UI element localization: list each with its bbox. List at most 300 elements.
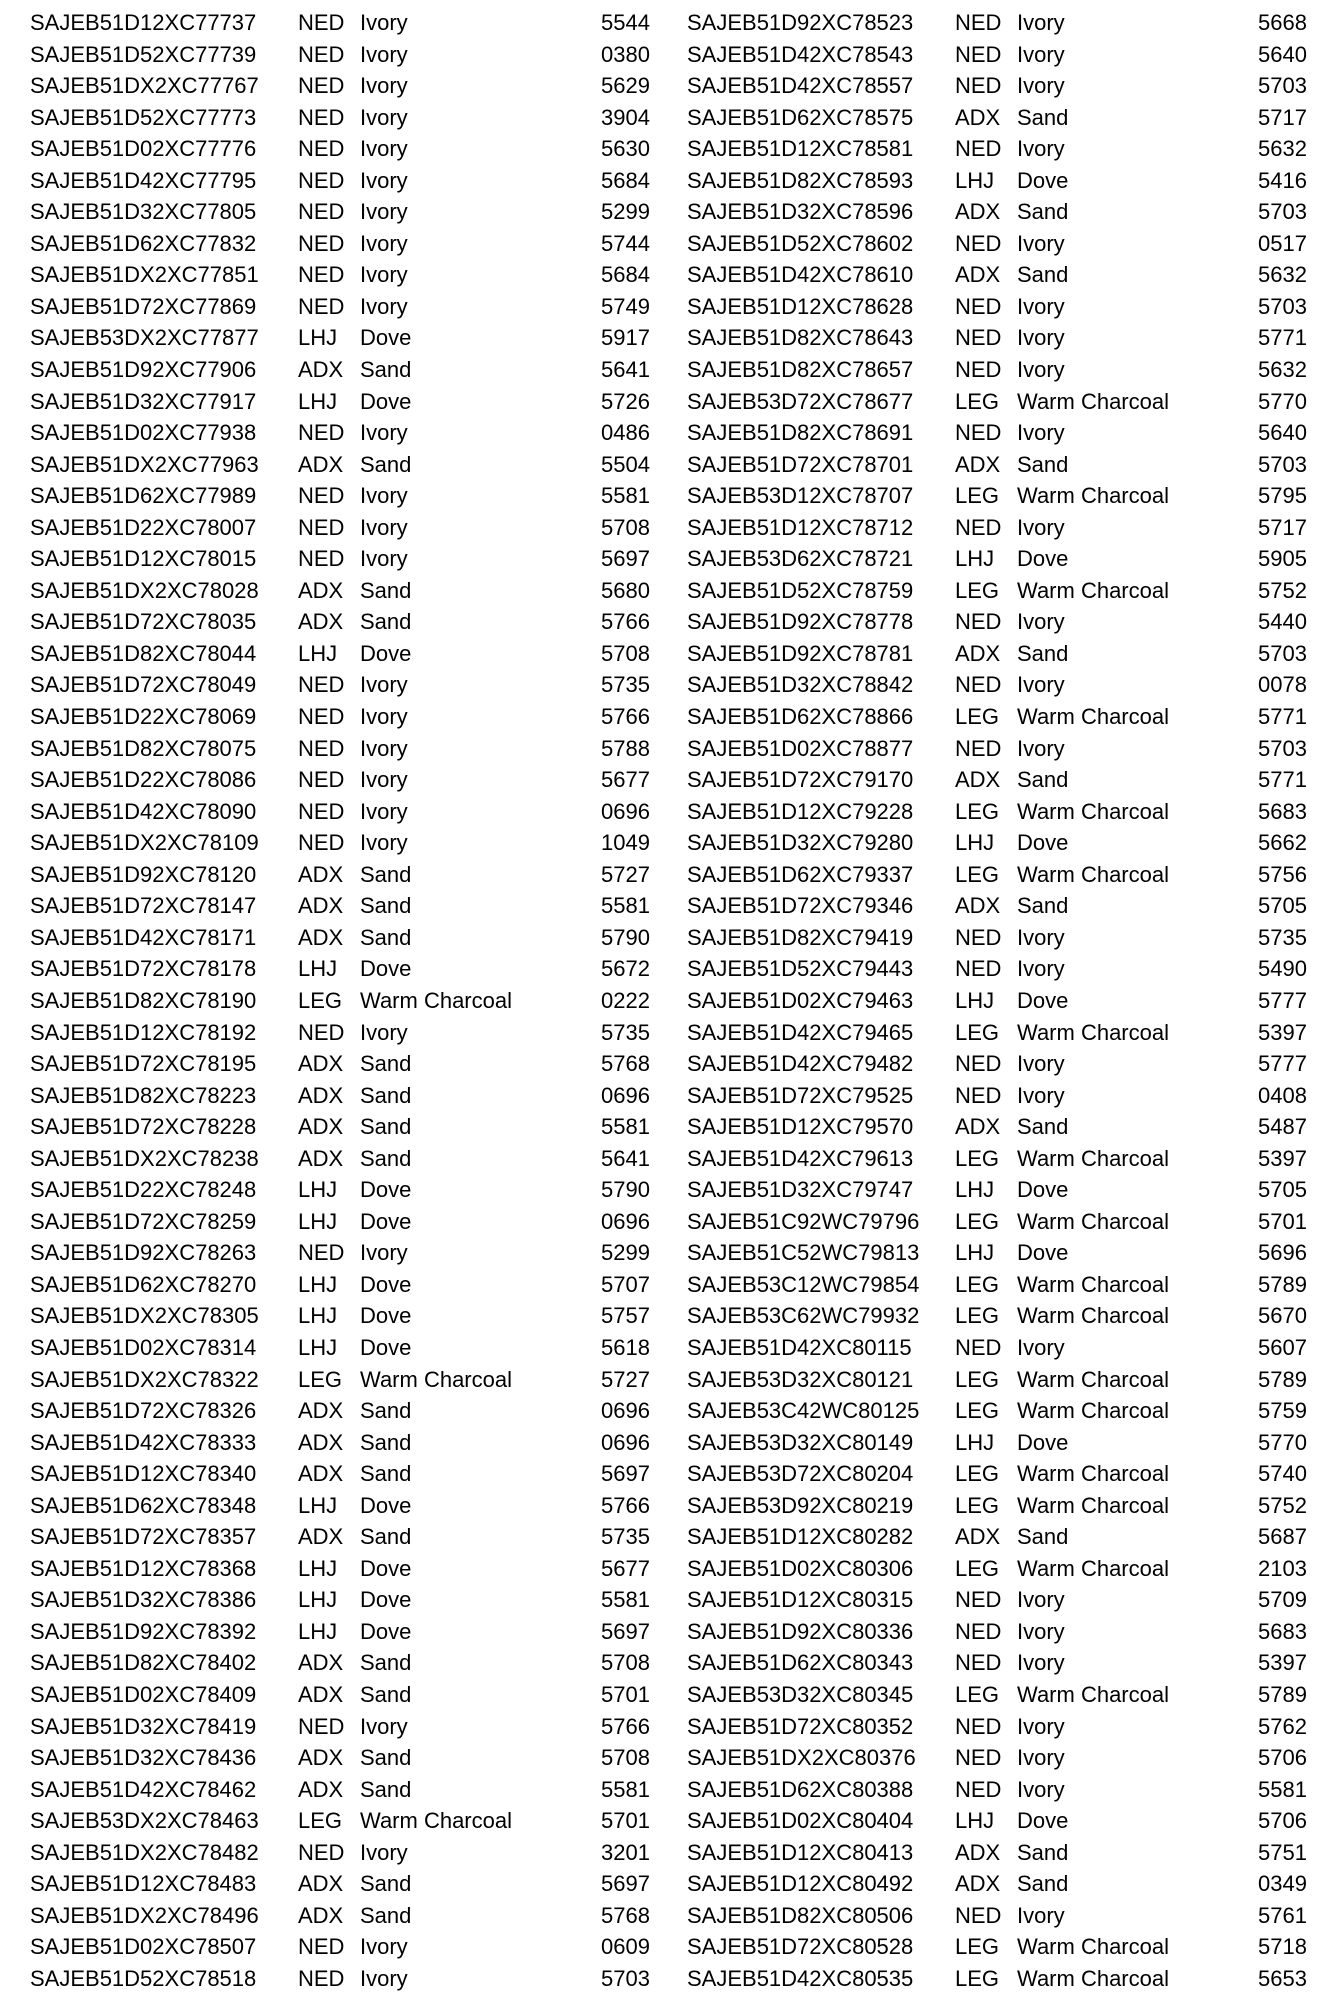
vin-text: SAJEB51D12XC78368	[30, 1555, 257, 1581]
number-value: 5771	[1258, 767, 1307, 793]
trim-code: ADX	[298, 1902, 344, 1928]
list-item	[30, 1616, 650, 1648]
trim-code: ADX	[298, 1145, 344, 1171]
list-item	[30, 449, 650, 481]
color-name: Warm Charcoal	[1017, 861, 1169, 887]
trim-code: ADX	[955, 1839, 1001, 1865]
vin-text: SAJEB51D12XC78483	[30, 1871, 257, 1897]
number-value: 5740	[1258, 1461, 1307, 1487]
number-value: 5766	[601, 609, 650, 635]
vin-text: SAJEB51D42XC78171	[30, 924, 257, 950]
color-name: Warm Charcoal	[1017, 1965, 1169, 1991]
list-item	[30, 165, 650, 197]
vin-text: SAJEB51C92WC79796	[687, 1208, 920, 1234]
list-item	[687, 764, 1307, 796]
color-name: Ivory	[1017, 1587, 1065, 1613]
color-name: Ivory	[360, 767, 408, 793]
list-item	[687, 985, 1307, 1017]
trim-code: NED	[955, 10, 1002, 35]
list-item	[30, 7, 650, 39]
list-item	[687, 449, 1307, 481]
trim-code: NED	[955, 325, 1002, 351]
trim-code: NED	[955, 1776, 1002, 1802]
color-name: Sand	[360, 1145, 412, 1171]
vin-text: SAJEB51D92XC78263	[30, 1240, 257, 1266]
number-value: 5618	[601, 1334, 650, 1360]
number-value: 5299	[601, 199, 650, 225]
color-name: Dove	[360, 388, 412, 414]
number-value: 5544	[601, 10, 650, 35]
list-item	[30, 1742, 650, 1774]
list-item	[687, 733, 1307, 765]
color-name: Sand	[360, 609, 412, 635]
list-item	[687, 512, 1307, 544]
vin-text: SAJEB51D42XC78462	[30, 1776, 257, 1802]
list-item	[687, 827, 1307, 859]
trim-code: ADX	[955, 1524, 1001, 1550]
list-item	[30, 1237, 650, 1269]
number-value: 5504	[601, 451, 650, 477]
vin-text: SAJEB51D62XC77832	[30, 230, 257, 256]
number-value: 5766	[601, 1492, 650, 1518]
vin-text: SAJEB51DX2XC80376	[687, 1745, 916, 1771]
trim-code: ADX	[955, 1871, 1001, 1897]
color-name: Ivory	[360, 199, 408, 225]
vin-text: SAJEB51D02XC77938	[30, 420, 257, 446]
color-name: Ivory	[1017, 1618, 1065, 1644]
list-item	[687, 7, 1307, 39]
number-value: 5697	[601, 1871, 650, 1897]
color-name: Dove	[1017, 546, 1069, 572]
number-value: 0222	[601, 987, 650, 1013]
list-item	[30, 1805, 650, 1837]
list-item	[687, 1805, 1307, 1837]
color-name: Ivory	[1017, 357, 1065, 383]
color-name: Dove	[360, 325, 412, 351]
trim-code: LHJ	[298, 1555, 338, 1581]
trim-code: ADX	[955, 1114, 1001, 1140]
number-value: 5717	[1258, 104, 1307, 130]
list-item	[30, 1900, 650, 1932]
number-value: 5697	[601, 1461, 650, 1487]
vin-text: SAJEB51D02XC80404	[687, 1808, 914, 1834]
color-name: Ivory	[360, 1839, 408, 1865]
trim-code: NED	[955, 1051, 1002, 1077]
vin-text: SAJEB51D62XC80343	[687, 1650, 914, 1676]
number-value: 5705	[1258, 893, 1307, 919]
vin-text: SAJEB51D72XC78049	[30, 672, 257, 698]
vin-text: SAJEB51D32XC79280	[687, 830, 914, 856]
color-name: Sand	[360, 1745, 412, 1771]
number-value: 5756	[1258, 861, 1307, 887]
color-name: Ivory	[1017, 924, 1065, 950]
list-item	[30, 354, 650, 386]
number-value: 5727	[601, 1366, 650, 1392]
trim-code: NED	[298, 672, 345, 698]
list-item	[687, 922, 1307, 954]
color-name: Sand	[360, 1398, 412, 1424]
vin-text: SAJEB51DX2XC78305	[30, 1303, 259, 1329]
number-value: 5735	[1258, 924, 1307, 950]
number-value: 5687	[1258, 1524, 1307, 1550]
list-item	[30, 1111, 650, 1143]
trim-code: NED	[955, 1745, 1002, 1771]
color-name: Sand	[1017, 199, 1069, 225]
list-item	[30, 1427, 650, 1459]
number-value: 5770	[1258, 1429, 1307, 1455]
list-item	[30, 1963, 650, 1994]
trim-code: ADX	[298, 1429, 344, 1455]
color-name: Dove	[1017, 167, 1069, 193]
vin-text: SAJEB51D42XC78090	[30, 798, 257, 824]
color-name: Ivory	[360, 483, 408, 509]
trim-code: LEG	[955, 1303, 1000, 1329]
trim-code: NED	[955, 609, 1002, 635]
color-name: Sand	[360, 1681, 412, 1707]
number-value: 0486	[601, 420, 650, 446]
number-value: 5490	[1258, 956, 1307, 982]
vin-text: SAJEB51D72XC78701	[687, 451, 914, 477]
vin-text: SAJEB53C12WC79854	[687, 1271, 920, 1297]
number-value: 5770	[1258, 388, 1307, 414]
trim-code: ADX	[298, 1871, 344, 1897]
list-item	[687, 1174, 1307, 1206]
color-name: Sand	[360, 1524, 412, 1550]
list-item	[30, 1048, 650, 1080]
list-item	[687, 701, 1307, 733]
list-item	[687, 1111, 1307, 1143]
number-value: 5696	[1258, 1240, 1307, 1266]
list-item	[30, 259, 650, 291]
number-value: 5708	[601, 640, 650, 666]
color-name: Ivory	[360, 1934, 408, 1960]
number-value: 5641	[601, 1145, 650, 1171]
number-value: 5752	[1258, 1492, 1307, 1518]
trim-code: NED	[298, 1839, 345, 1865]
number-value: 5640	[1258, 420, 1307, 446]
trim-code: LHJ	[298, 1271, 338, 1297]
color-name: Ivory	[1017, 1650, 1065, 1676]
color-name: Ivory	[360, 1965, 408, 1991]
vin-text: SAJEB51D12XC80413	[687, 1839, 914, 1865]
vin-text: SAJEB51D82XC78593	[687, 167, 914, 193]
color-name: Dove	[360, 1492, 412, 1518]
vin-text: SAJEB51D42XC79613	[687, 1145, 914, 1171]
trim-code: ADX	[955, 767, 1001, 793]
color-name: Ivory	[360, 1240, 408, 1266]
number-value: 5727	[601, 861, 650, 887]
color-name: Ivory	[360, 41, 408, 67]
list-item	[30, 1017, 650, 1049]
trim-code: ADX	[955, 893, 1001, 919]
vin-text: SAJEB51D42XC78333	[30, 1429, 257, 1455]
number-value: 5706	[1258, 1808, 1307, 1834]
list-item	[687, 1584, 1307, 1616]
list-item	[30, 1553, 650, 1585]
color-name: Ivory	[1017, 136, 1065, 162]
list-item	[687, 1490, 1307, 1522]
color-name: Dove	[1017, 1429, 1069, 1455]
color-name: Sand	[1017, 1871, 1069, 1897]
vin-text: SAJEB51D62XC78348	[30, 1492, 257, 1518]
number-value: 5749	[601, 293, 650, 319]
trim-code: NED	[298, 1713, 345, 1739]
list-item	[30, 1395, 650, 1427]
trim-code: NED	[955, 1082, 1002, 1108]
number-value: 5777	[1258, 1051, 1307, 1077]
trim-code: LEG	[955, 1681, 1000, 1707]
trim-code: LHJ	[298, 1587, 338, 1613]
trim-code: ADX	[298, 1524, 344, 1550]
number-value: 0349	[1258, 1871, 1307, 1897]
trim-code: LEG	[955, 1461, 1000, 1487]
color-name: Sand	[1017, 451, 1069, 477]
trim-code: ADX	[298, 357, 344, 383]
list-item	[30, 827, 650, 859]
vin-text: SAJEB51DX2XC78482	[30, 1839, 259, 1865]
trim-code: NED	[298, 1965, 345, 1991]
vin-text: SAJEB51D52XC78759	[687, 577, 914, 603]
number-value: 2103	[1258, 1555, 1307, 1581]
color-name: Ivory	[360, 136, 408, 162]
color-name: Warm Charcoal	[1017, 483, 1169, 509]
list-item	[30, 701, 650, 733]
trim-code: NED	[955, 230, 1002, 256]
trim-code: LHJ	[955, 987, 995, 1013]
list-item	[30, 575, 650, 607]
color-name: Warm Charcoal	[1017, 1019, 1169, 1045]
trim-code: NED	[955, 420, 1002, 446]
color-name: Sand	[1017, 104, 1069, 130]
number-value: 5790	[601, 924, 650, 950]
color-name: Ivory	[1017, 1051, 1065, 1077]
list-item	[687, 196, 1307, 228]
trim-code: NED	[298, 136, 345, 162]
vin-text: SAJEB51D72XC80528	[687, 1934, 914, 1960]
list-item	[687, 1300, 1307, 1332]
vin-text: SAJEB51DX2XC77851	[30, 262, 259, 288]
vin-text: SAJEB51D82XC78190	[30, 987, 257, 1013]
trim-code: LEG	[955, 1271, 1000, 1297]
vin-text: SAJEB51D12XC78712	[687, 514, 914, 540]
list-item	[687, 1774, 1307, 1806]
trim-code: ADX	[298, 451, 344, 477]
color-name: Ivory	[360, 167, 408, 193]
color-name: Warm Charcoal	[360, 1808, 512, 1834]
color-name: Warm Charcoal	[360, 1366, 512, 1392]
number-value: 5683	[1258, 798, 1307, 824]
trim-code: NED	[298, 10, 345, 35]
trim-code: NED	[298, 704, 345, 730]
color-name: Ivory	[360, 230, 408, 256]
trim-code: ADX	[298, 924, 344, 950]
color-name: Sand	[1017, 893, 1069, 919]
number-value: 5735	[601, 672, 650, 698]
color-name: Ivory	[360, 830, 408, 856]
trim-code: ADX	[298, 1745, 344, 1771]
list-item	[687, 1395, 1307, 1427]
vin-text: SAJEB51D72XC78195	[30, 1051, 257, 1077]
trim-code: LEG	[298, 987, 343, 1013]
number-value: 5752	[1258, 577, 1307, 603]
list-item	[687, 638, 1307, 670]
trim-code: LHJ	[298, 640, 338, 666]
number-value: 0696	[601, 1429, 650, 1455]
list-item	[30, 1711, 650, 1743]
trim-code: NED	[298, 1934, 345, 1960]
color-name: Ivory	[1017, 1713, 1065, 1739]
vin-text: SAJEB51D12XC78628	[687, 293, 914, 319]
list-item	[687, 1742, 1307, 1774]
number-value: 5777	[1258, 987, 1307, 1013]
number-value: 1049	[601, 830, 650, 856]
color-name: Ivory	[1017, 230, 1065, 256]
list-item	[687, 575, 1307, 607]
vin-text: SAJEB53C42WC80125	[687, 1398, 920, 1424]
trim-code: NED	[298, 735, 345, 761]
list-item	[687, 1048, 1307, 1080]
trim-code: LHJ	[298, 1303, 338, 1329]
list-item	[687, 1269, 1307, 1301]
number-value: 5789	[1258, 1366, 1307, 1392]
list-item	[687, 1900, 1307, 1932]
trim-code: LEG	[955, 1398, 1000, 1424]
color-name: Sand	[1017, 262, 1069, 288]
color-name: Warm Charcoal	[1017, 577, 1169, 603]
trim-code: LHJ	[298, 1618, 338, 1644]
number-value: 5677	[601, 1555, 650, 1581]
list-item	[687, 165, 1307, 197]
trim-code: NED	[955, 956, 1002, 982]
color-name: Ivory	[360, 704, 408, 730]
number-value: 5744	[601, 230, 650, 256]
color-name: Ivory	[1017, 1745, 1065, 1771]
number-value: 5672	[601, 956, 650, 982]
number-value: 5677	[601, 767, 650, 793]
color-name: Warm Charcoal	[1017, 1145, 1169, 1171]
list-item	[687, 669, 1307, 701]
vin-text: SAJEB51D72XC78259	[30, 1208, 257, 1234]
trim-code: ADX	[955, 451, 1001, 477]
color-name: Dove	[360, 1271, 412, 1297]
vin-text: SAJEB51D62XC80388	[687, 1776, 914, 1802]
color-name: Warm Charcoal	[1017, 1555, 1169, 1581]
trim-code: NED	[298, 767, 345, 793]
vin-text: SAJEB51D72XC77869	[30, 293, 257, 319]
list-item	[30, 1364, 650, 1396]
list-item	[30, 291, 650, 323]
color-name: Dove	[1017, 830, 1069, 856]
trim-code: LEG	[298, 1366, 343, 1392]
list-item	[687, 102, 1307, 134]
vin-text: SAJEB51D92XC78120	[30, 861, 257, 887]
number-value: 5788	[601, 735, 650, 761]
color-name: Dove	[360, 1555, 412, 1581]
list-item	[30, 985, 650, 1017]
number-value: 3904	[601, 104, 650, 130]
number-value: 5708	[601, 1650, 650, 1676]
trim-code: ADX	[298, 1051, 344, 1077]
list-item	[687, 543, 1307, 575]
number-value: 5581	[601, 1587, 650, 1613]
number-value: 5397	[1258, 1019, 1307, 1045]
list-item	[30, 196, 650, 228]
number-value: 5607	[1258, 1334, 1307, 1360]
list-item	[30, 638, 650, 670]
trim-code: LEG	[955, 1019, 1000, 1045]
trim-code: ADX	[298, 609, 344, 635]
number-value: 5717	[1258, 514, 1307, 540]
list-item	[30, 322, 650, 354]
trim-code: LHJ	[955, 167, 995, 193]
list-item	[30, 39, 650, 71]
trim-code: ADX	[955, 640, 1001, 666]
color-name: Warm Charcoal	[1017, 1366, 1169, 1392]
color-name: Ivory	[360, 293, 408, 319]
vin-text: SAJEB51D22XC78069	[30, 704, 257, 730]
list-item	[687, 417, 1307, 449]
list-item	[30, 417, 650, 449]
color-name: Warm Charcoal	[1017, 1681, 1169, 1707]
number-value: 5703	[1258, 199, 1307, 225]
vin-text: SAJEB53D92XC80219	[687, 1492, 914, 1518]
number-value: 5709	[1258, 1587, 1307, 1613]
number-value: 5768	[601, 1051, 650, 1077]
vin-text: SAJEB51D22XC78007	[30, 514, 257, 540]
color-name: Warm Charcoal	[1017, 798, 1169, 824]
color-name: Dove	[1017, 1240, 1069, 1266]
color-name: Sand	[1017, 1114, 1069, 1140]
list-item	[687, 480, 1307, 512]
trim-code: NED	[298, 230, 345, 256]
vin-text: SAJEB51DX2XC77963	[30, 451, 259, 477]
number-value: 5761	[1258, 1902, 1307, 1928]
color-name: Sand	[360, 357, 412, 383]
number-value: 5701	[601, 1681, 650, 1707]
trim-code: LHJ	[298, 1492, 338, 1518]
color-name: Warm Charcoal	[1017, 1461, 1169, 1487]
trim-code: NED	[298, 1019, 345, 1045]
vin-text: SAJEB51D32XC78436	[30, 1745, 257, 1771]
number-value: 5581	[601, 1114, 650, 1140]
list-item	[687, 39, 1307, 71]
trim-code: LEG	[955, 1492, 1000, 1518]
vin-text: SAJEB51D42XC77795	[30, 167, 257, 193]
vin-text: SAJEB51D72XC78326	[30, 1398, 257, 1424]
number-value: 5581	[1258, 1776, 1307, 1802]
color-name: Ivory	[360, 104, 408, 130]
number-value: 5670	[1258, 1303, 1307, 1329]
trim-code: LHJ	[955, 1429, 995, 1455]
color-name: Warm Charcoal	[1017, 388, 1169, 414]
number-value: 5703	[1258, 293, 1307, 319]
trim-code: LEG	[955, 1965, 1000, 1991]
trim-code: NED	[298, 830, 345, 856]
color-name: Sand	[360, 861, 412, 887]
vin-text: SAJEB51D82XC78643	[687, 325, 914, 351]
trim-code: NED	[955, 73, 1002, 99]
color-name: Sand	[360, 1082, 412, 1108]
trim-code: NED	[955, 1618, 1002, 1644]
number-value: 5751	[1258, 1839, 1307, 1865]
vin-text: SAJEB51D82XC78402	[30, 1650, 257, 1676]
list-item	[30, 669, 650, 701]
vin-text: SAJEB51D72XC79525	[687, 1082, 914, 1108]
vin-text: SAJEB51D72XC78178	[30, 956, 257, 982]
color-name: Dove	[1017, 1808, 1069, 1834]
number-value: 5707	[601, 1271, 650, 1297]
trim-code: NED	[955, 1650, 1002, 1676]
